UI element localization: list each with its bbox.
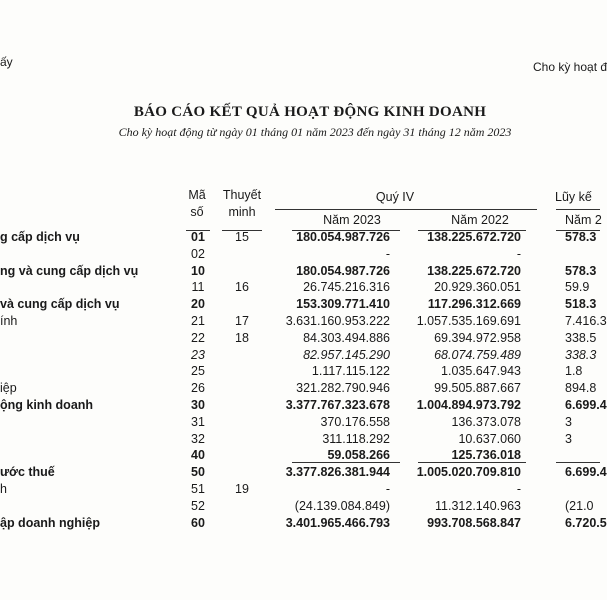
table-row (0, 246, 600, 263)
table-row (0, 380, 600, 397)
row-code: 32 (191, 431, 205, 446)
row-value-q4-2022: 117.296.312.669 (427, 297, 521, 312)
row-value-q4-2023: 321.282.790.946 (296, 381, 390, 396)
row-label: ính (0, 314, 18, 328)
row-value-ytd: 3 (565, 431, 572, 446)
row-code: 22 (191, 330, 205, 345)
row-value-q4-2023: 3.377.826.381.944 (285, 465, 390, 480)
table-row (0, 263, 600, 280)
column-header-q2023: Năm 2023 (323, 213, 381, 227)
row-value-ytd: 6.720.5 (565, 515, 607, 530)
header-divider-quarter (275, 209, 537, 210)
row-value-q4-2023: 153.309.771.410 (296, 297, 390, 312)
table-row (0, 481, 600, 498)
header-left-fragment: ấy (0, 55, 13, 69)
row-code: 11 (191, 280, 205, 295)
row-label: và cung cấp dịch vụ (0, 297, 120, 312)
table-row (0, 330, 600, 347)
table-row (0, 498, 600, 515)
table-row (0, 414, 600, 431)
row-value-ytd: 518.3 (565, 297, 597, 312)
row-code: 10 (191, 263, 205, 278)
row-value-ytd: 59.9 (565, 280, 590, 295)
row-value-q4-2023: (24.139.084.849) (294, 498, 390, 513)
row-label: ập doanh nghiệp (0, 515, 100, 530)
table-row (0, 279, 600, 296)
header-right-fragment: Cho kỳ hoạt đ (533, 60, 607, 74)
row-value-q4-2023: 3.401.965.466.793 (285, 515, 390, 530)
row-value-ytd: 578.3 (565, 263, 597, 278)
row-code: 02 (191, 246, 205, 261)
row-code: 50 (191, 465, 205, 480)
row-note: 18 (235, 330, 249, 345)
row-value-q4-2022: 68.074.759.489 (434, 347, 521, 362)
row-value-q4-2022: 20.929.360.051 (434, 280, 521, 295)
column-header-note: Thuyết minh (222, 188, 262, 219)
row-value-ytd: 1.8 (565, 364, 583, 379)
table-row (0, 229, 600, 246)
row-value-q4-2023: 59.058.266 (327, 448, 390, 463)
row-value-q4-2023: 82.957.145.290 (303, 347, 390, 362)
row-value-q4-2023: 180.054.987.726 (296, 263, 390, 278)
row-code: 52 (191, 498, 205, 513)
row-value-q4-2022: 1.005.020.709.810 (416, 465, 521, 480)
row-code: 30 (191, 398, 205, 412)
row-value-q4-2022: 1.004.894.973.792 (416, 398, 521, 412)
row-value-q4-2023: 311.118.292 (322, 431, 390, 446)
subtotal-rule (418, 462, 526, 463)
table-row (0, 464, 607, 481)
table-row (0, 363, 600, 380)
table-row (0, 397, 607, 414)
row-note: 17 (235, 314, 249, 328)
table-row (0, 431, 600, 448)
row-code: 60 (191, 515, 205, 530)
column-header-ytd-year: Năm 2 (565, 213, 602, 227)
report-subtitle: Cho kỳ hoạt động từ ngày 01 tháng 01 năm 2023 đến ngày 31 tháng 12 năm 2023 (118, 125, 512, 139)
row-value-q4-2023: 3.377.767.323.678 (285, 398, 390, 412)
row-code: 20 (191, 297, 205, 312)
row-value-q4-2022: - (516, 246, 521, 261)
row-note: 19 (235, 482, 249, 496)
row-value-ytd: 6.699.4 (565, 398, 607, 412)
table-row (0, 296, 600, 313)
row-value-q4-2023: 3.631.160.953.222 (285, 314, 390, 328)
row-code: 31 (191, 414, 205, 429)
column-header-quarter: Quý IV (375, 190, 415, 204)
row-label: h (0, 482, 7, 496)
row-value-q4-2022: 1.057.535.169.691 (416, 314, 521, 328)
row-code: 01 (191, 230, 205, 244)
row-value-ytd: 894.8 (565, 381, 597, 396)
row-value-ytd: 3 (565, 414, 572, 429)
row-value-q4-2022: 11.312.140.963 (435, 498, 521, 513)
row-value-q4-2022: - (516, 482, 521, 496)
row-note: 16 (235, 280, 249, 295)
row-value-q4-2023: - (385, 482, 390, 496)
row-label: ng và cung cấp dịch vụ (0, 263, 139, 278)
row-value-q4-2022: 99.505.887.667 (434, 381, 521, 396)
row-code: 21 (191, 314, 205, 328)
row-code: 51 (191, 482, 205, 496)
row-value-ytd: 338.5 (565, 330, 597, 345)
table-row (0, 313, 607, 330)
row-value-q4-2023: 180.054.987.726 (296, 230, 390, 244)
table-row (0, 347, 600, 364)
column-header-ytd: Lũy kế (555, 190, 592, 204)
row-note: 15 (235, 230, 249, 244)
row-value-q4-2022: 1.035.647.943 (441, 364, 521, 379)
row-value-q4-2022: 993.708.568.847 (427, 515, 521, 530)
row-label: iệp (0, 381, 17, 396)
row-value-q4-2022: 10.637.060 (458, 431, 521, 446)
subtotal-rule (556, 462, 600, 463)
row-value-q4-2022: 69.394.972.958 (434, 330, 521, 345)
row-label: ước thuế (0, 465, 55, 480)
row-label: ộng kinh doanh (0, 398, 94, 412)
row-value-q4-2023: - (385, 246, 390, 261)
row-value-ytd: 578.3 (565, 230, 597, 244)
row-label: g cấp dịch vụ (0, 230, 80, 244)
row-value-q4-2022: 138.225.672.720 (427, 263, 521, 278)
column-header-q2022: Năm 2022 (451, 213, 509, 227)
row-value-q4-2022: 138.225.672.720 (427, 230, 521, 244)
column-header-code: Mã số (188, 188, 206, 219)
row-code: 40 (191, 448, 205, 463)
report-title: BÁO CÁO KẾT QUẢ HOẠT ĐỘNG KINH DOANH (133, 104, 487, 120)
row-value-ytd: 6.699.4 (565, 465, 607, 480)
table-row (0, 515, 607, 532)
row-value-q4-2023: 370.176.558 (320, 414, 390, 429)
subtotal-rule (292, 462, 400, 463)
row-value-ytd: 7.416.3 (565, 314, 607, 328)
row-value-q4-2023: 26.745.216.316 (303, 280, 390, 295)
row-value-q4-2023: 84.303.494.886 (303, 330, 390, 345)
row-value-ytd: 338.3 (565, 347, 597, 362)
row-code: 23 (191, 347, 205, 362)
row-code: 26 (191, 381, 205, 396)
row-value-q4-2022: 125.736.018 (451, 448, 521, 463)
header-divider-ytd (556, 209, 600, 210)
row-code: 25 (191, 364, 205, 379)
row-value-q4-2022: 136.373.078 (451, 414, 521, 429)
row-value-q4-2023: 1.117.115.122 (311, 364, 390, 379)
row-value-ytd: (21.0 (565, 498, 594, 513)
